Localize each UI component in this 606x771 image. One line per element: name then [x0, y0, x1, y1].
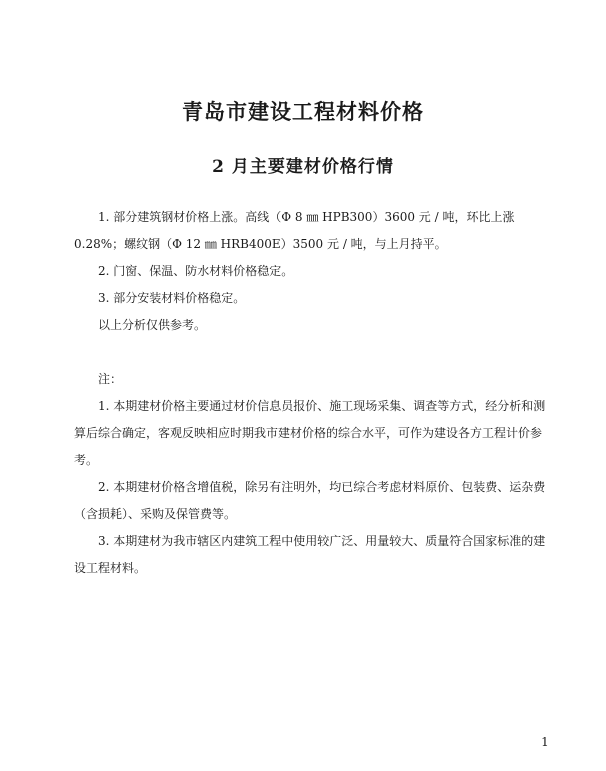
summary-item-3: 3. 部分安装材料价格稳定。 — [98, 291, 246, 305]
note-item-2: 2. 本期建材价格含增值税，除另有注明外，均已综合考虑材料原价、包装费、运杂费（含损耗）、采购及保管费等。 — [74, 480, 546, 521]
note-item-3: 3. 本期建材为我市辖区内建筑工程中使用较广泛、用量较大、质量符合国家标准的建设工程材料。 — [74, 534, 546, 575]
section-spacer — [74, 339, 552, 366]
page-number: 1 — [541, 735, 549, 749]
page-subtitle: 2 月主要建材价格行情 — [212, 157, 394, 177]
note-item-1: 1. 本期建材价格主要通过材价信息员报价、施工现场采集、调查等方式，经分析和测算后综合确定，客观反映相应时期我市建材价格的综合水平，可作为建设各方工程计价参考。 — [74, 399, 546, 467]
summary-disclaimer: 以上分析仅供参考。 — [98, 318, 207, 332]
notes-label: 注： — [98, 372, 123, 386]
page-title: 青岛市建设工程材料价格 — [182, 100, 424, 124]
summary-item-1: 1. 部分建筑钢材价格上涨。高线（Φ 8 ㎜ HPB300）3600 元 / 吨，环比上涨 0.28%；螺纹钢（Φ 12 ㎜ HRB400E）3500 元 / 吨，与上月持平。 — [74, 210, 515, 251]
document-body — [74, 204, 552, 582]
summary-item-2: 2. 门窗、保温、防水材料价格稳定。 — [98, 264, 294, 278]
